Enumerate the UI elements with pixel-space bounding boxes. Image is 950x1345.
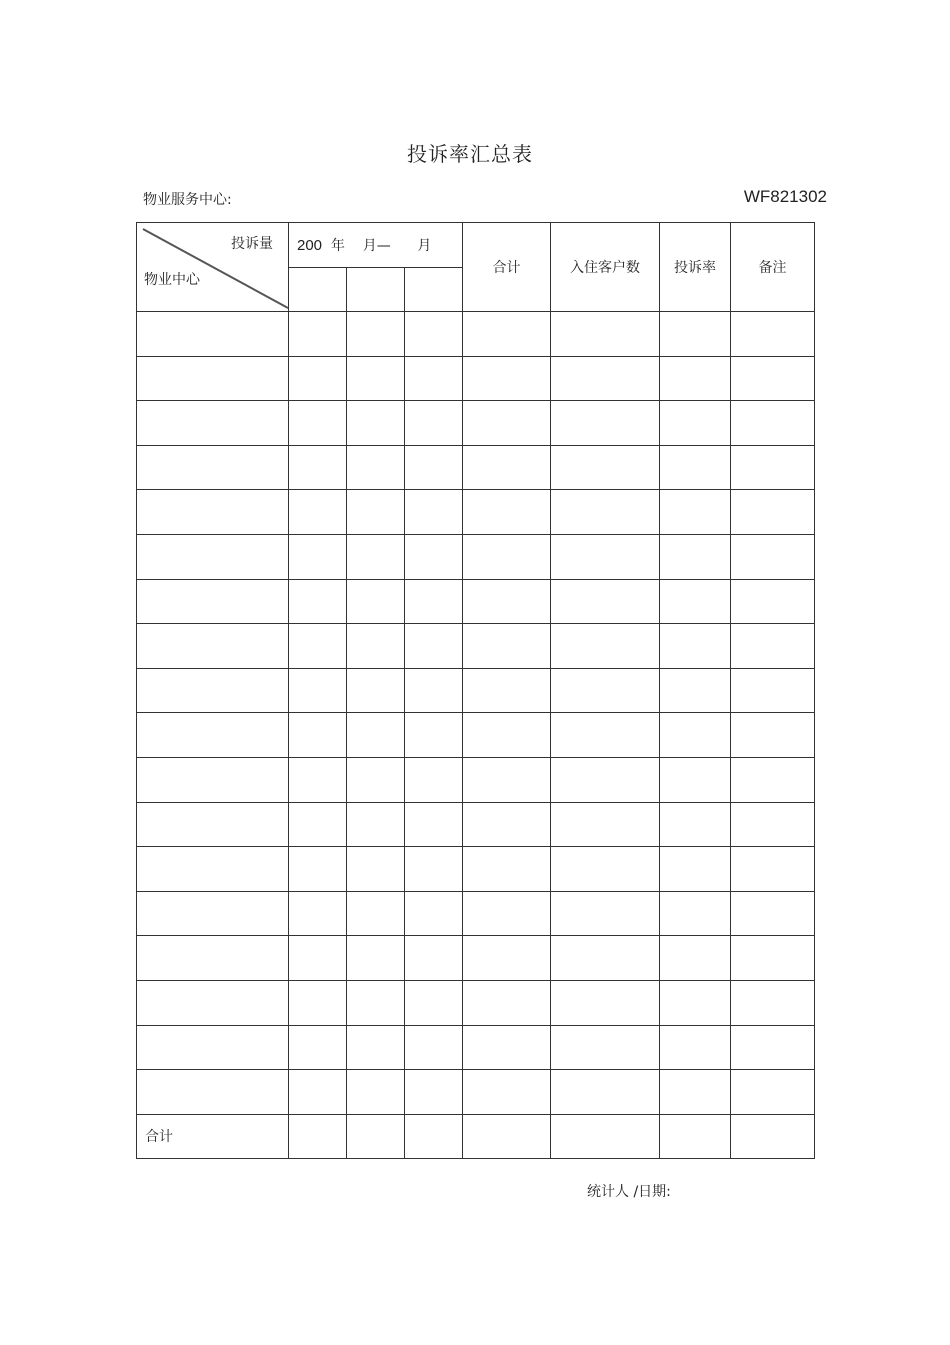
service-center-label: 物业服务中心: [143, 192, 232, 208]
table-row [137, 445, 815, 490]
table-cell [289, 847, 347, 892]
table-cell [463, 490, 551, 535]
table-row [137, 1025, 815, 1070]
table-cell [551, 356, 660, 401]
table-cell [551, 936, 660, 981]
table-cell [289, 713, 347, 758]
table-cell [347, 980, 405, 1025]
table-cell [551, 1114, 660, 1159]
header-row-top [137, 223, 815, 268]
table-cell [660, 1070, 731, 1115]
table-cell [137, 847, 289, 892]
table-cell [405, 980, 463, 1025]
table-row [137, 624, 815, 669]
table-cell [551, 445, 660, 490]
table-cell [660, 757, 731, 802]
table-cell [405, 713, 463, 758]
table-cell [463, 312, 551, 357]
table-cell [731, 713, 815, 758]
complaint-rate-header: 投诉率 [660, 223, 731, 312]
table-cell [347, 356, 405, 401]
table-row [137, 980, 815, 1025]
table-cell [347, 847, 405, 892]
table-cell [289, 312, 347, 357]
table-cell [731, 757, 815, 802]
table-cell [660, 356, 731, 401]
complaint-count-label: 投诉量 [231, 236, 273, 252]
table-cell [731, 624, 815, 669]
table-cell [463, 1070, 551, 1115]
table-cell [137, 713, 289, 758]
form-code: WF821302 [743, 187, 827, 206]
table-cell [731, 1114, 815, 1159]
table-cell [289, 579, 347, 624]
table-cell [463, 1025, 551, 1070]
period-year: 200 [297, 237, 323, 254]
table-cell [731, 668, 815, 713]
table-cell [347, 445, 405, 490]
table-cell [463, 445, 551, 490]
table-cell [347, 624, 405, 669]
diagonal-header-cell [137, 223, 289, 312]
table-cell [660, 891, 731, 936]
table-cell [137, 891, 289, 936]
table-cell [463, 847, 551, 892]
month-subcol-2 [347, 268, 405, 312]
table-row [137, 668, 815, 713]
table-cell [660, 802, 731, 847]
table-cell [347, 401, 405, 446]
table-cell [347, 936, 405, 981]
table-cell [347, 668, 405, 713]
total-row [137, 1114, 815, 1159]
table-cell [347, 312, 405, 357]
table-cell [137, 312, 289, 357]
table-cell [137, 757, 289, 802]
table-cell [463, 757, 551, 802]
table-cell [660, 1025, 731, 1070]
table-cell [463, 668, 551, 713]
table-cell [347, 579, 405, 624]
table-cell [289, 1025, 347, 1070]
table-cell [463, 624, 551, 669]
table-cell [551, 312, 660, 357]
table-cell [347, 757, 405, 802]
table-cell [551, 668, 660, 713]
table-cell [463, 713, 551, 758]
table-cell [289, 668, 347, 713]
table-cell [405, 490, 463, 535]
table-cell [405, 1114, 463, 1159]
table-cell [137, 356, 289, 401]
table-row [137, 847, 815, 892]
table-cell [463, 802, 551, 847]
table-cell [660, 847, 731, 892]
table-cell [463, 936, 551, 981]
table-cell [347, 490, 405, 535]
table-cell [731, 1070, 815, 1115]
table-cell [347, 713, 405, 758]
table-cell [405, 891, 463, 936]
period-header [289, 223, 463, 268]
table-cell [289, 356, 347, 401]
table-cell [289, 980, 347, 1025]
table-cell [660, 401, 731, 446]
table-cell [660, 936, 731, 981]
table-row [137, 490, 815, 535]
table-cell [137, 1070, 289, 1115]
total-header: 合计 [463, 223, 551, 312]
table-cell [405, 445, 463, 490]
table-cell [551, 624, 660, 669]
table-cell [551, 980, 660, 1025]
table-cell [289, 1070, 347, 1115]
complaint-summary-table [136, 222, 815, 1159]
table-cell [551, 713, 660, 758]
table-cell [347, 1025, 405, 1070]
table-cell [551, 490, 660, 535]
table-cell [289, 1114, 347, 1159]
table-cell [551, 401, 660, 446]
table-cell [405, 802, 463, 847]
table-cell [289, 936, 347, 981]
table-cell [405, 847, 463, 892]
table-cell [405, 579, 463, 624]
table-cell [137, 624, 289, 669]
table-cell [660, 713, 731, 758]
occupied-households-header: 入住客户数 [551, 223, 660, 312]
month-subcol-3 [405, 268, 463, 312]
table-row [137, 312, 815, 357]
table-cell [551, 1070, 660, 1115]
table-cell [137, 534, 289, 579]
table-cell [731, 1025, 815, 1070]
table-cell [660, 534, 731, 579]
table-cell [731, 534, 815, 579]
table-cell [289, 490, 347, 535]
table-cell [347, 1070, 405, 1115]
table-cell [551, 579, 660, 624]
table-cell [405, 1070, 463, 1115]
table-cell [347, 891, 405, 936]
table-cell [137, 936, 289, 981]
table-cell [137, 490, 289, 535]
table-cell [405, 624, 463, 669]
table-cell [660, 490, 731, 535]
table-cell [731, 980, 815, 1025]
table-cell [660, 624, 731, 669]
table-row [137, 579, 815, 624]
table-cell [551, 802, 660, 847]
table-cell [347, 534, 405, 579]
table-cell [551, 757, 660, 802]
table-row [137, 1070, 815, 1115]
statistician-date-label: 统计人 /日期: [587, 1184, 671, 1200]
table-cell [551, 847, 660, 892]
table-cell [347, 1114, 405, 1159]
table-cell [137, 802, 289, 847]
property-center-label: 物业中心 [144, 272, 200, 288]
table-cell [137, 668, 289, 713]
table-cell [731, 579, 815, 624]
table-cell [463, 401, 551, 446]
table-cell [660, 1114, 731, 1159]
table-cell [463, 579, 551, 624]
table-cell [463, 891, 551, 936]
table-cell [731, 445, 815, 490]
table-cell [289, 802, 347, 847]
table-cell [405, 312, 463, 357]
table-row [137, 936, 815, 981]
table-cell [347, 802, 405, 847]
table-cell [289, 401, 347, 446]
table-cell [289, 445, 347, 490]
table-cell [289, 757, 347, 802]
total-row-label: 合计 [137, 1114, 289, 1159]
table-cell [731, 802, 815, 847]
remarks-header: 备注 [731, 223, 815, 312]
table-body [137, 312, 815, 1115]
table-cell [463, 356, 551, 401]
month-subcol-1 [289, 268, 347, 312]
table-cell [289, 534, 347, 579]
page-title: 投诉率汇总表 [407, 142, 533, 166]
table-cell [137, 445, 289, 490]
table-row [137, 802, 815, 847]
table-cell [731, 312, 815, 357]
table-cell [463, 980, 551, 1025]
table-cell [660, 312, 731, 357]
table-cell [463, 534, 551, 579]
table-row [137, 757, 815, 802]
table-row [137, 401, 815, 446]
table-cell [660, 445, 731, 490]
table-cell [731, 847, 815, 892]
table-cell [731, 936, 815, 981]
table-cell [660, 668, 731, 713]
table-row [137, 713, 815, 758]
table-cell [731, 401, 815, 446]
table-cell [137, 579, 289, 624]
table-cell [289, 891, 347, 936]
table-cell [463, 1114, 551, 1159]
table-cell [731, 490, 815, 535]
table-cell [551, 534, 660, 579]
period-month-range: 年 月— 月 [322, 238, 432, 254]
table-cell [405, 757, 463, 802]
table-cell [405, 534, 463, 579]
table-cell [137, 980, 289, 1025]
table-cell [405, 936, 463, 981]
table-cell [405, 668, 463, 713]
table-row [137, 356, 815, 401]
table-row [137, 891, 815, 936]
table-cell [551, 1025, 660, 1070]
table-cell [405, 1025, 463, 1070]
table-cell [731, 356, 815, 401]
table-cell [660, 980, 731, 1025]
table-cell [551, 891, 660, 936]
table-cell [137, 1025, 289, 1070]
table-cell [289, 624, 347, 669]
table-cell [405, 401, 463, 446]
table-cell [137, 401, 289, 446]
table-cell [405, 356, 463, 401]
table-row [137, 534, 815, 579]
table-cell [660, 579, 731, 624]
table-cell [731, 891, 815, 936]
